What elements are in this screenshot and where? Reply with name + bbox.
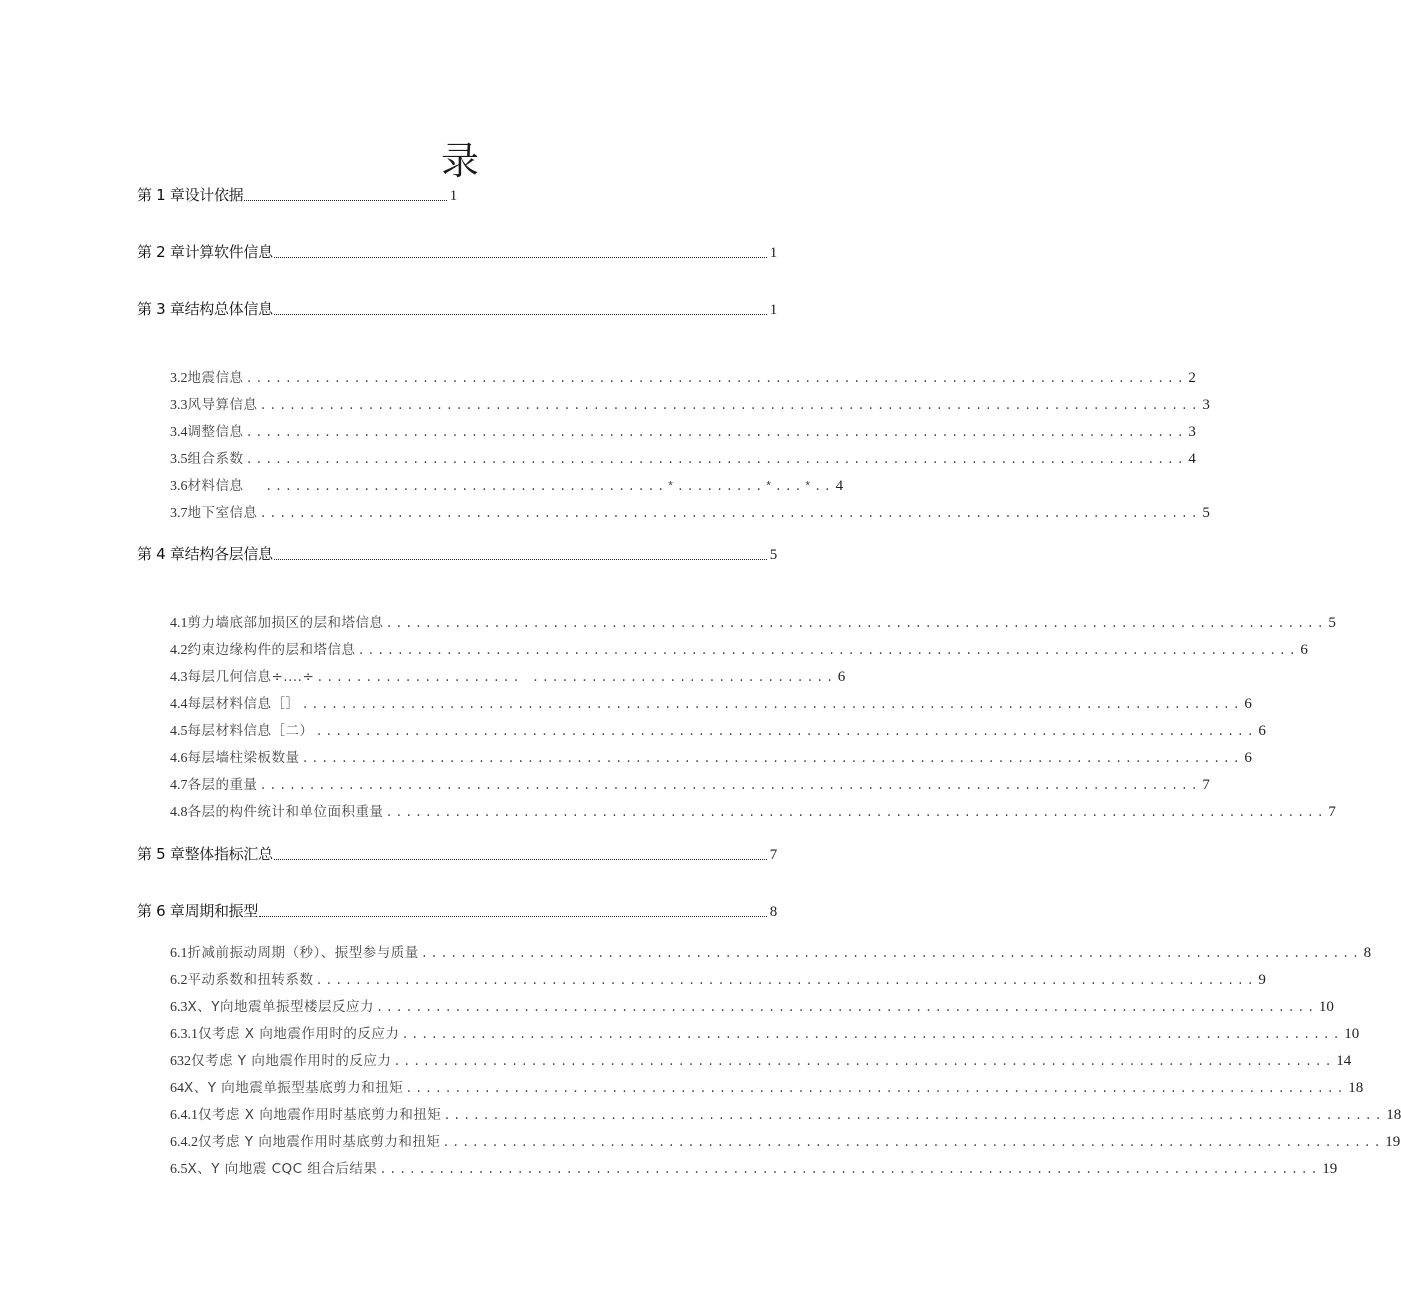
toc-section-4-1[interactable] — [170, 611, 1336, 632]
section-label: 组合系数 — [187, 451, 244, 467]
toc-section-4-7[interactable] — [170, 773, 1210, 794]
section-label: 仅考虑 Y 向地震作用时的反应力 — [191, 1053, 392, 1069]
chapter-page-number: 5 — [769, 547, 777, 563]
section-page-number: 6 — [1300, 642, 1308, 658]
dot-leader: ................................................................................................ — [385, 617, 1327, 631]
section-number: 6.4.2 — [170, 1135, 198, 1150]
section-label: 风导算信息 — [187, 397, 258, 413]
dot-leader: ................................................................................................ — [245, 453, 1187, 467]
chapter-label: 第 2 章计算软件信息 — [137, 243, 273, 261]
section-number: 64 — [170, 1081, 184, 1096]
section-number: 3.3 — [170, 398, 188, 413]
section-number: 4.7 — [170, 778, 188, 793]
section-label: 仅考虑 X 向地震作用时的反应力 — [198, 1026, 400, 1042]
section-label: 仅考虑 X 向地震作用时基底剪力和扭矩 — [198, 1107, 442, 1123]
section-page-number: 3 — [1202, 397, 1210, 413]
section-number: 6.5 — [170, 1162, 188, 1177]
section-page-number: 6 — [1244, 696, 1252, 712]
dot-leader: ................................................................................................ — [245, 372, 1187, 386]
toc-section-3-7[interactable] — [170, 501, 1210, 522]
toc-section-6-4-1[interactable] — [170, 1103, 1401, 1124]
chapter-page-number: 1 — [449, 188, 457, 204]
dot-leader: ................................................................................................ — [405, 1082, 1347, 1096]
toc-section-4-3[interactable] — [170, 665, 846, 686]
toc-section-3-2[interactable] — [170, 366, 1196, 387]
chapter-page-number: 8 — [769, 904, 777, 920]
section-page-number: 4 — [1188, 451, 1196, 467]
dot-leader: .........................................*.........*...*.. — [245, 480, 834, 494]
toc-section-6-3-2[interactable] — [170, 1049, 1352, 1070]
section-page-number: 18 — [1386, 1107, 1401, 1123]
dot-leader: ................................................................................................ — [401, 1028, 1343, 1042]
toc-section-6-3[interactable] — [170, 995, 1334, 1016]
dot-leader — [274, 314, 767, 315]
toc-section-3-3[interactable] — [170, 393, 1210, 414]
section-number: 6.4.1 — [170, 1108, 198, 1123]
toc-chapter-5[interactable] — [137, 843, 777, 864]
chapter-label: 第 1 章设计依据 — [137, 186, 244, 204]
section-page-number: 6 — [837, 669, 846, 685]
section-label: 材料信息 — [187, 478, 244, 494]
toc-section-6-4[interactable] — [170, 1076, 1364, 1097]
section-page-number: 10 — [1318, 999, 1334, 1015]
section-number: 6.3.1 — [170, 1027, 198, 1042]
dot-leader: ................................................................................................ — [245, 426, 1187, 440]
dot-leader — [259, 916, 767, 917]
dot-leader: ................................................................................................ — [259, 507, 1201, 521]
toc-chapter-3[interactable] — [137, 298, 777, 319]
section-label: 地震信息 — [187, 370, 244, 386]
section-number: 3.4 — [170, 425, 188, 440]
dot-leader: ................................................................................................ — [376, 1001, 1317, 1015]
dot-leader — [244, 200, 446, 201]
toc-section-4-2[interactable] — [170, 638, 1308, 659]
section-number: 632 — [170, 1054, 191, 1069]
section-label: 每层材料信息［二） — [187, 723, 314, 739]
chapter-page-number: 1 — [769, 245, 777, 261]
section-number: 3.6 — [170, 479, 188, 494]
toc-section-6-3-1[interactable] — [170, 1022, 1360, 1043]
dot-leader: ................................................................................................ — [420, 947, 1362, 961]
toc-section-3-4[interactable] — [170, 420, 1196, 441]
section-page-number: 9 — [1258, 972, 1266, 988]
section-number: 4.8 — [170, 805, 188, 820]
section-page-number: 18 — [1348, 1080, 1364, 1096]
section-page-number: 6 — [1258, 723, 1266, 739]
section-label: 调整信息 — [187, 424, 244, 440]
chapter-page-number: 7 — [769, 847, 777, 863]
section-number: 4.6 — [170, 751, 188, 766]
toc-chapter-2[interactable] — [137, 241, 777, 262]
section-label: 折减前振动周期（秒）、振型参与质量 — [187, 945, 419, 961]
dot-leader: ................................................................................................ — [442, 1136, 1384, 1150]
section-number: 4.1 — [170, 616, 188, 631]
section-label: 各层的构件统计和单位面积重量 — [187, 804, 384, 820]
section-label: X、Y向地震单振型楼层反应力 — [187, 999, 374, 1015]
toc-chapter-1[interactable] — [137, 184, 457, 205]
section-number: 3.2 — [170, 371, 188, 386]
dot-leader — [274, 257, 767, 258]
section-page-number: 19 — [1322, 1161, 1338, 1177]
section-number: 4.5 — [170, 724, 188, 739]
toc-section-3-6[interactable] — [170, 474, 844, 495]
toc-chapter-6[interactable] — [137, 900, 777, 921]
toc-section-4-8[interactable] — [170, 800, 1336, 821]
toc-section-4-5[interactable] — [170, 719, 1266, 740]
section-label: 剪力墙底部加损区的层和塔信息 — [187, 615, 384, 631]
section-number: 3.5 — [170, 452, 188, 467]
section-page-number: 3 — [1188, 424, 1196, 440]
section-number: 4.3 — [170, 670, 188, 685]
toc-section-6-4-2[interactable] — [170, 1130, 1401, 1151]
dot-leader: ................................................................................................ — [357, 644, 1299, 658]
chapter-label: 第 5 章整体指标汇总 — [137, 845, 273, 863]
section-page-number: 5 — [1328, 615, 1336, 631]
section-label: 每层墙柱梁板数量 — [187, 750, 300, 766]
dot-leader: ................................................................................................ — [301, 752, 1243, 766]
section-page-number: 5 — [1202, 505, 1210, 521]
section-page-number: 14 — [1336, 1053, 1352, 1069]
toc-section-6-2[interactable] — [170, 968, 1266, 989]
toc-chapter-4[interactable] — [137, 543, 777, 564]
section-number: 6.1 — [170, 946, 188, 961]
chapter-label: 第 3 章结构总体信息 — [137, 300, 273, 318]
section-label: 仅考虑 Y 向地震作用时基底剪力和扭矩 — [198, 1134, 441, 1150]
section-page-number: 2 — [1188, 370, 1196, 386]
dot-leader: ................................................................................................ — [259, 779, 1201, 793]
section-page-number: 4 — [835, 478, 844, 494]
section-page-number: 19 — [1385, 1134, 1401, 1150]
section-number: 4.4 — [170, 697, 188, 712]
section-page-number: 8 — [1363, 945, 1372, 961]
toc-section-4-4[interactable] — [170, 692, 1252, 713]
section-number: 4.2 — [170, 643, 188, 658]
dot-leader: ................................................................................................ — [315, 725, 1257, 739]
toc-section-6-5[interactable] — [170, 1157, 1338, 1178]
section-label: 地下室信息 — [187, 505, 258, 521]
section-label: X、Y 向地震单振型基底剪力和扭矩 — [184, 1080, 404, 1096]
dot-leader: ................................................................................................ — [315, 974, 1257, 988]
chapter-label: 第 6 章周期和振型 — [137, 902, 259, 920]
dot-leader: ................................................................................................ — [443, 1109, 1385, 1123]
page-title: 录 — [440, 139, 479, 183]
section-page-number: 7 — [1202, 777, 1210, 793]
section-label: 约束边缘构件的层和塔信息 — [187, 642, 356, 658]
dot-leader: ................................................................................................ — [259, 399, 1201, 413]
section-label: X、Y 向地震 CQC 组合后结果 — [187, 1161, 378, 1177]
section-page-number: 6 — [1244, 750, 1252, 766]
dot-leader: ..................... ............................... — [316, 671, 836, 685]
dot-leader: ................................................................................................ — [301, 698, 1243, 712]
toc-section-3-5[interactable] — [170, 447, 1196, 468]
section-number: 6.3 — [170, 1000, 188, 1015]
toc-section-6-1[interactable] — [170, 941, 1372, 962]
section-label: 每层几何信息÷....÷ — [187, 669, 315, 685]
section-number: 6.2 — [170, 973, 188, 988]
dot-leader: ................................................................................................ — [385, 806, 1327, 820]
dot-leader — [274, 559, 767, 560]
dot-leader: ................................................................................................ — [379, 1163, 1321, 1177]
dot-leader — [274, 859, 767, 860]
section-label: 各层的重量 — [187, 777, 258, 793]
dot-leader: ................................................................................................ — [393, 1055, 1335, 1069]
chapter-label: 第 4 章结构各层信息 — [137, 545, 273, 563]
section-label: 平动系数和扭转系数 — [187, 972, 314, 988]
section-page-number: 10 — [1344, 1026, 1360, 1042]
section-label: 每层材料信息［］ — [187, 696, 300, 712]
section-number: 3.7 — [170, 506, 188, 521]
toc-section-4-6[interactable] — [170, 746, 1252, 767]
chapter-page-number: 1 — [769, 302, 777, 318]
section-page-number: 7 — [1328, 804, 1336, 820]
